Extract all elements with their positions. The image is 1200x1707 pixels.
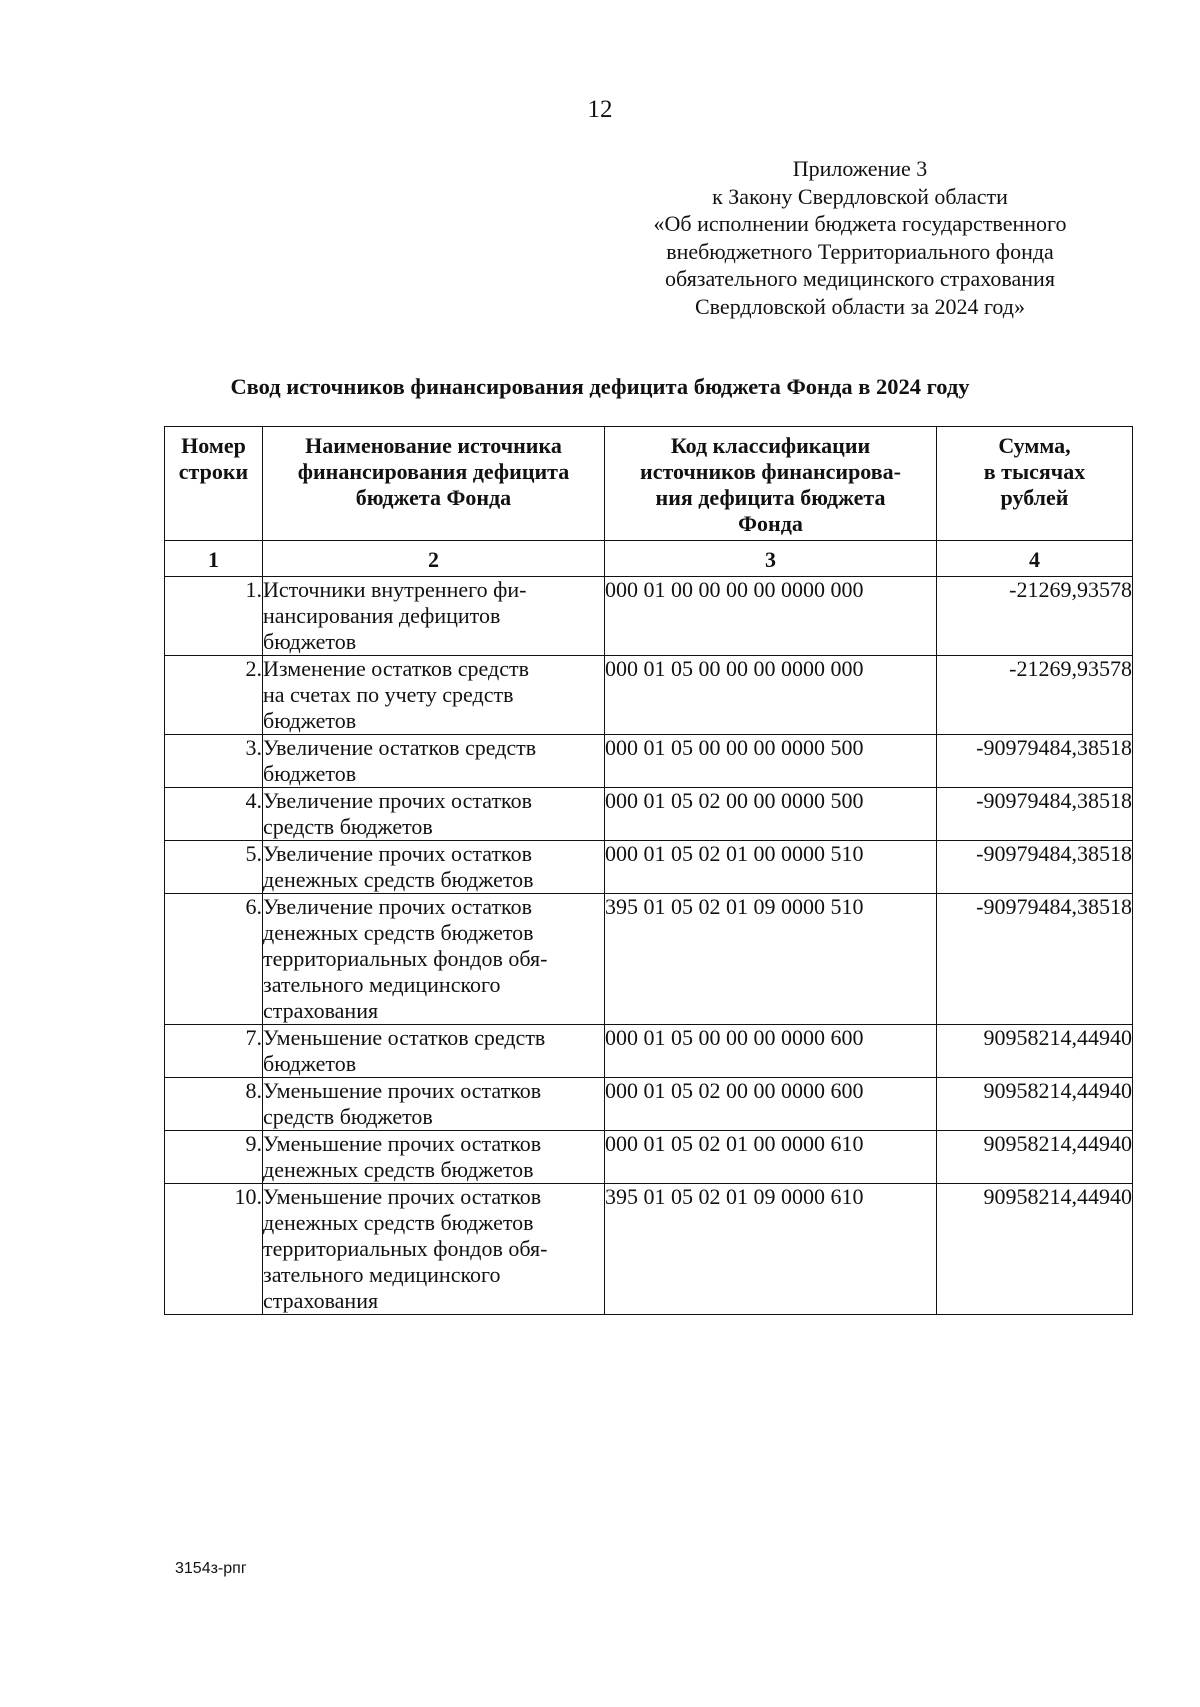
source-name-line: бюджетов (263, 761, 357, 786)
appendix-block (620, 155, 1100, 320)
classification-code-cell: 000 01 00 00 00 00 0000 000 (605, 577, 937, 656)
amount-cell: 90958214,44940 (937, 1025, 1133, 1078)
source-name-cell (263, 1025, 605, 1078)
source-name-cell (263, 788, 605, 841)
source-name-line: Уменьшение прочих остатков (263, 1184, 542, 1209)
header-classification-code (605, 427, 937, 541)
amount-cell: -21269,93578 (937, 577, 1133, 656)
classification-code-cell: 000 01 05 02 00 00 0000 600 (605, 1078, 937, 1131)
table-row (165, 1184, 1133, 1315)
source-name-line: бюджетов (263, 708, 357, 733)
amount-cell: -90979484,38518 (937, 788, 1133, 841)
source-name-cell (263, 841, 605, 894)
classification-code-cell: 000 01 05 02 01 00 0000 510 (605, 841, 937, 894)
header-line: рублей (1000, 485, 1069, 510)
source-name-line: Уменьшение прочих остатков (263, 1131, 542, 1156)
source-name-line: нансирования дефицитов (263, 603, 501, 628)
source-name-line: Изменение остатков средств (263, 656, 529, 681)
row-number-cell: 2. (165, 656, 263, 735)
amount-cell: -90979484,38518 (937, 841, 1133, 894)
classification-code-cell: 395 01 05 02 01 09 0000 610 (605, 1184, 937, 1315)
header-row-number (165, 427, 263, 541)
source-name-line: Уменьшение остатков средств (263, 1025, 546, 1050)
classification-code-cell: 000 01 05 00 00 00 0000 600 (605, 1025, 937, 1078)
appendix-line: Свердловской области за 2024 год» (695, 293, 1025, 319)
header-line: Наименование источника (305, 433, 562, 458)
classification-code-cell: 395 01 05 02 01 09 0000 510 (605, 894, 937, 1025)
row-number-cell: 10. (165, 1184, 263, 1315)
source-name-line: зательного медицинского (263, 972, 501, 997)
amount-cell: 90958214,44940 (937, 1131, 1133, 1184)
source-name-line: бюджетов (263, 1051, 357, 1076)
header-line: в тысячах (983, 459, 1086, 484)
source-name-line: территориальных фондов обя- (263, 946, 548, 971)
table-body (165, 577, 1133, 1315)
amount-cell: -90979484,38518 (937, 735, 1133, 788)
classification-code-cell: 000 01 05 02 01 00 0000 610 (605, 1131, 937, 1184)
source-name-cell (263, 1184, 605, 1315)
amount-cell: 90958214,44940 (937, 1078, 1133, 1131)
table-row (165, 788, 1133, 841)
row-number-cell: 7. (165, 1025, 263, 1078)
source-name-cell (263, 1078, 605, 1131)
classification-code-cell: 000 01 05 00 00 00 0000 000 (605, 656, 937, 735)
header-line: строки (178, 459, 249, 484)
column-number-row (165, 541, 1133, 577)
source-name-line: страхования (263, 1288, 379, 1313)
table-row (165, 735, 1133, 788)
amount-cell: -90979484,38518 (937, 894, 1133, 1025)
appendix-line: «Об исполнении бюджета государственного (653, 211, 1067, 236)
header-source-name (263, 427, 605, 541)
source-name-cell (263, 894, 605, 1025)
header-amount (937, 427, 1133, 541)
table-row (165, 1078, 1133, 1131)
column-number: 4 (937, 541, 1133, 577)
source-name-line: зательного медицинского (263, 1262, 501, 1287)
row-number-cell: 6. (165, 894, 263, 1025)
row-number-cell: 9. (165, 1131, 263, 1184)
header-line: Сумма, (998, 433, 1071, 458)
source-name-line: Увеличение остатков средств (263, 735, 537, 760)
table-row (165, 1025, 1133, 1078)
source-name-line: страхования (263, 998, 379, 1023)
source-name-line: Увеличение прочих остатков (263, 894, 533, 919)
table-row (165, 841, 1133, 894)
financing-sources-table (164, 426, 1133, 1315)
row-number-cell: 3. (165, 735, 263, 788)
row-number-cell: 4. (165, 788, 263, 841)
source-name-cell (263, 1131, 605, 1184)
source-name-line: территориальных фондов обя- (263, 1236, 548, 1261)
source-name-line: Уменьшение прочих остатков (263, 1078, 542, 1103)
source-name-line: на счетах по учету средств (263, 682, 514, 707)
header-line: финансирования дефицита (297, 459, 570, 484)
header-line: Номер (181, 433, 246, 458)
source-name-cell (263, 656, 605, 735)
source-name-line: денежных средств бюджетов (263, 1157, 534, 1182)
header-line: ния дефицита бюджета (655, 485, 886, 510)
row-number-cell: 1. (165, 577, 263, 656)
column-number: 2 (263, 541, 605, 577)
amount-cell: 90958214,44940 (937, 1184, 1133, 1315)
table-row (165, 1131, 1133, 1184)
source-name-line: денежных средств бюджетов (263, 867, 534, 892)
appendix-line: Приложение 3 (792, 156, 928, 181)
header-line: источников финансирова- (640, 459, 901, 484)
header-line: Код классификации (670, 433, 871, 458)
table-row (165, 894, 1133, 1025)
source-name-line: средств бюджетов (263, 1104, 433, 1129)
amount-cell: -21269,93578 (937, 656, 1133, 735)
source-name-line: денежных средств бюджетов (263, 1210, 534, 1235)
source-name-line: бюджетов (263, 629, 357, 654)
source-name-cell (263, 735, 605, 788)
table-row (165, 577, 1133, 656)
header-line: бюджета Фонда (355, 485, 512, 510)
appendix-line: обязательного медицинского страхования (665, 266, 1055, 291)
header-line: Фонда (738, 511, 803, 536)
column-number: 1 (165, 541, 263, 577)
column-number: 3 (605, 541, 937, 577)
footer-document-code: 3154з-рпг (175, 1560, 247, 1577)
source-name-cell (263, 577, 605, 656)
source-name-line: Увеличение прочих остатков (263, 788, 533, 813)
document-title: Свод источников финансирования дефицита бюджета Фонда в 2024 году (230, 374, 970, 399)
source-name-line: Источники внутреннего фи- (263, 577, 527, 602)
table-header-row (165, 427, 1133, 541)
row-number-cell: 8. (165, 1078, 263, 1131)
classification-code-cell: 000 01 05 02 00 00 0000 500 (605, 788, 937, 841)
appendix-line: внебюджетного Территориального фонда (666, 238, 1054, 264)
row-number-cell: 5. (165, 841, 263, 894)
table-row (165, 656, 1133, 735)
source-name-line: денежных средств бюджетов (263, 920, 534, 945)
source-name-line: Увеличение прочих остатков (263, 841, 533, 866)
classification-code-cell: 000 01 05 00 00 00 0000 500 (605, 735, 937, 788)
page-number: 12 (587, 96, 613, 123)
source-name-line: средств бюджетов (263, 814, 433, 839)
appendix-line: к Закону Свердловской области (712, 183, 1008, 209)
